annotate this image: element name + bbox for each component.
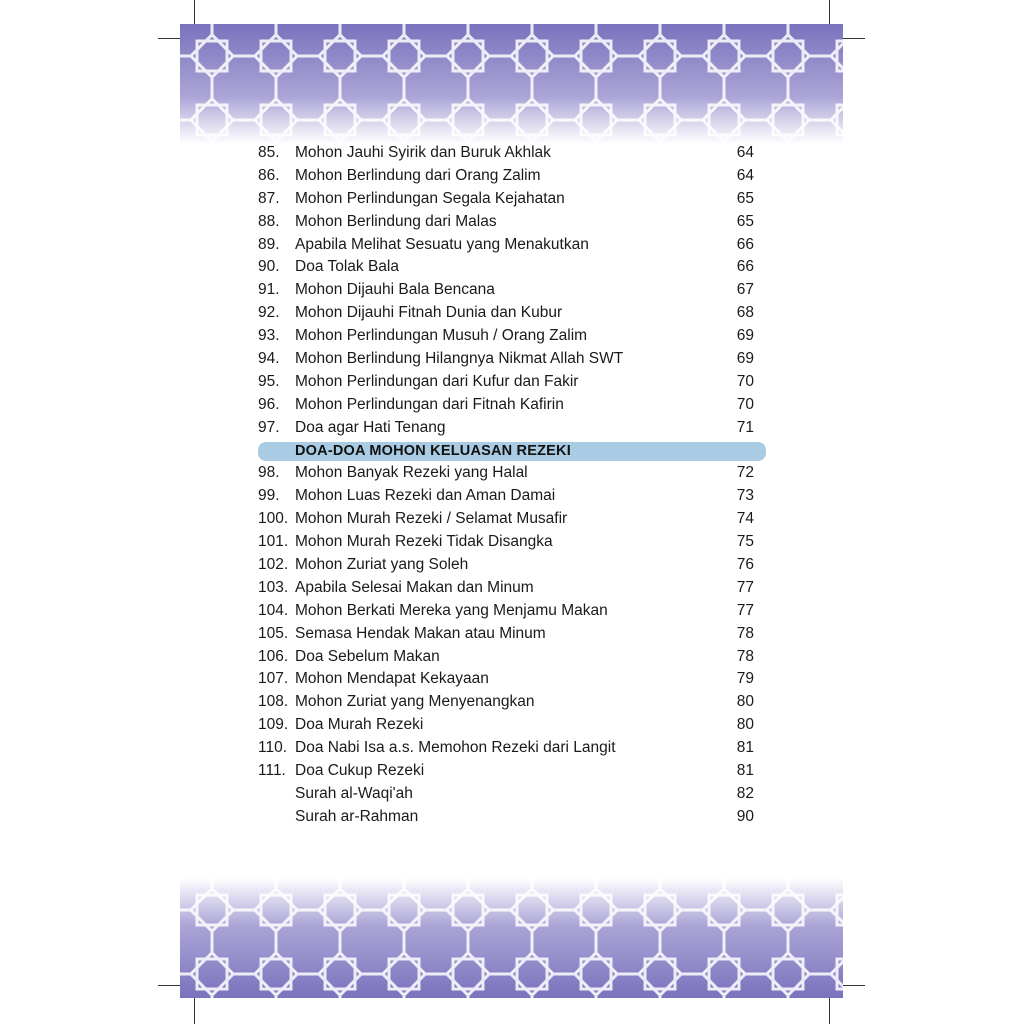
toc-entry-title: Mohon Jauhi Syirik dan Buruk Akhlak (295, 144, 551, 161)
toc-entry (258, 783, 766, 806)
toc-entry-title: Doa agar Hati Tenang (295, 418, 446, 436)
toc-entry-number: 105. (258, 624, 289, 642)
toc-entry-number: 107. (258, 670, 289, 688)
toc-entry-page: 78 (736, 624, 754, 642)
toc-entry-title: Mohon Zuriat yang Menyenangkan (295, 693, 535, 711)
toc-entry (258, 485, 766, 508)
toc-entry (258, 623, 766, 646)
toc-entry (258, 325, 766, 348)
toc-entry-page: 65 (736, 189, 754, 207)
toc-entry-title: Mohon Banyak Rezeki yang Halal (295, 464, 528, 482)
toc-entry (258, 165, 766, 188)
toc-entry-page: 74 (736, 510, 754, 528)
toc-entry-title: Semasa Hendak Makan atau Minum (295, 624, 546, 642)
toc-entry-page: 64 (736, 166, 754, 184)
toc-entry-number: 91. (258, 281, 280, 299)
toc-entry-page: 66 (736, 258, 754, 276)
toc-entry (258, 234, 766, 257)
toc-entry-number: 99. (258, 487, 280, 505)
toc-entry-title: Apabila Selesai Makan dan Minum (295, 578, 534, 596)
toc-entry-number: 95. (258, 372, 280, 390)
toc-entry (258, 646, 766, 669)
table-of-contents (258, 142, 766, 829)
toc-entry-page: 65 (736, 212, 754, 230)
toc-entry-page: 81 (736, 762, 754, 780)
toc-entry (258, 668, 766, 691)
toc-entry-title: Surah al-Waqi'ah (295, 784, 413, 802)
crop-mark (158, 985, 180, 986)
toc-entry-title: Mohon Luas Rezeki dan Aman Damai (295, 487, 556, 505)
toc-entry-number: 109. (258, 716, 289, 734)
toc-entry-number: 93. (258, 327, 280, 345)
toc-entry-title: Doa Tolak Bala (295, 258, 399, 276)
toc-entry-title: Mohon Murah Rezeki / Selamat Musafir (295, 510, 568, 528)
toc-entry-title: Mohon Perlindungan dari Fitnah Kafirin (295, 395, 564, 413)
toc-entry (258, 554, 766, 577)
toc-entry (258, 394, 766, 417)
toc-entry (258, 806, 766, 829)
toc-entry-number: 100. (258, 510, 289, 528)
toc-entry-page: 72 (736, 464, 754, 482)
toc-entry-page: 80 (736, 716, 754, 734)
toc-entry-title: Mohon Perlindungan Segala Kejahatan (295, 189, 565, 207)
toc-entry-page: 64 (736, 144, 754, 161)
toc-entry-number: 108. (258, 693, 289, 711)
toc-entry-number: 106. (258, 647, 289, 665)
toc-entry-title: Doa Sebelum Makan (295, 647, 440, 665)
toc-entry-title: Doa Nabi Isa a.s. Memohon Rezeki dari Langit (295, 739, 616, 757)
crop-mark (843, 38, 865, 39)
toc-entry-number: 97. (258, 418, 280, 436)
toc-entry (258, 279, 766, 302)
toc-entry-number: 89. (258, 235, 280, 253)
toc-entry-page: 66 (736, 235, 754, 253)
toc-entry-number: 103. (258, 578, 289, 596)
crop-mark (829, 0, 830, 24)
toc-entry-title: Mohon Dijauhi Fitnah Dunia dan Kubur (295, 304, 563, 322)
toc-entry-number: 101. (258, 533, 289, 551)
toc-entry-title: Doa Cukup Rezeki (295, 762, 425, 780)
toc-entry-title: Doa Murah Rezeki (295, 716, 424, 734)
toc-entry-number: 110. (258, 739, 288, 757)
toc-entry-title: Mohon Berlindung dari Orang Zalim (295, 166, 541, 184)
toc-entry-title: Mohon Zuriat yang Soleh (295, 556, 469, 574)
toc-entry-title: Mohon Perlindungan Musuh / Orang Zalim (295, 327, 588, 345)
toc-entry (258, 211, 766, 234)
toc-entry-page: 82 (736, 784, 754, 802)
toc-entry-number: 90. (258, 258, 280, 276)
toc-entry (258, 348, 766, 371)
toc-entry-title: Surah ar-Rahman (295, 807, 419, 825)
toc-entry (258, 760, 766, 783)
toc-list-protection (258, 142, 766, 440)
toc-entry-title: Mohon Berkati Mereka yang Menjamu Makan (295, 601, 608, 619)
toc-entry (258, 600, 766, 623)
toc-entry (258, 371, 766, 394)
toc-entry-number: 96. (258, 395, 280, 413)
toc-entry (258, 714, 766, 737)
toc-entry (258, 188, 766, 211)
toc-entry-number: 85. (258, 144, 280, 161)
toc-entry (258, 302, 766, 325)
toc-list-rezeki (258, 462, 766, 828)
toc-entry-number: 88. (258, 212, 280, 230)
toc-entry-number: 104. (258, 601, 289, 619)
toc-entry-page: 90 (736, 807, 754, 825)
toc-entry-page: 69 (736, 327, 754, 345)
toc-entry (258, 737, 766, 760)
star-pattern-icon (180, 24, 843, 144)
toc-entry-page: 70 (736, 395, 754, 413)
toc-entry-page: 73 (736, 487, 754, 505)
toc-entry-title: Mohon Perlindungan dari Kufur dan Fakir (295, 372, 579, 390)
bottom-ornament-band (180, 878, 843, 998)
toc-entry-title: Apabila Melihat Sesuatu yang Menakutkan (295, 235, 589, 253)
star-pattern-icon (180, 878, 843, 998)
toc-entry-page: 78 (736, 647, 754, 665)
top-ornament-band (180, 24, 843, 144)
crop-mark (158, 38, 180, 39)
toc-entry-title: Mohon Murah Rezeki Tidak Disangka (295, 533, 553, 551)
toc-entry (258, 142, 766, 165)
toc-entry-title: Mohon Berlindung dari Malas (295, 212, 497, 230)
section-heading-row (258, 440, 766, 463)
toc-entry-page: 80 (736, 693, 754, 711)
toc-entry-title: Mohon Mendapat Kekayaan (295, 670, 489, 688)
toc-entry-number: 86. (258, 166, 280, 184)
toc-entry-number: 111. (258, 762, 286, 780)
toc-entry-number: 92. (258, 304, 280, 322)
toc-entry (258, 256, 766, 279)
toc-entry-page: 68 (736, 304, 754, 322)
toc-entry-number: 94. (258, 350, 280, 368)
toc-entry-number: 102. (258, 556, 289, 574)
toc-entry-page: 71 (736, 418, 754, 436)
toc-entry-page: 70 (736, 372, 754, 390)
toc-entry (258, 417, 766, 440)
crop-mark (194, 0, 195, 24)
toc-entry (258, 577, 766, 600)
toc-entry (258, 508, 766, 531)
toc-entry-page: 69 (736, 350, 754, 368)
crop-mark (843, 985, 865, 986)
toc-entry (258, 531, 766, 554)
toc-entry-number: 98. (258, 464, 280, 482)
toc-entry-page: 75 (736, 533, 754, 551)
toc-entry-number: 87. (258, 189, 280, 207)
toc-entry-page: 77 (736, 578, 754, 596)
toc-entry-title: Mohon Dijauhi Bala Bencana (295, 281, 495, 299)
toc-entry (258, 691, 766, 714)
section-heading: DOA-DOA MOHON KELUASAN REZEKI (295, 442, 571, 459)
crop-mark (829, 998, 830, 1024)
toc-entry-page: 79 (736, 670, 754, 688)
toc-entry-page: 77 (736, 601, 754, 619)
toc-entry-title: Mohon Berlindung Hilangnya Nikmat Allah SWT (295, 350, 624, 368)
toc-entry-page: 81 (736, 739, 754, 757)
crop-mark (194, 998, 195, 1024)
toc-entry-page: 67 (736, 281, 754, 299)
toc-entry-page: 76 (736, 556, 754, 574)
toc-entry (258, 462, 766, 485)
